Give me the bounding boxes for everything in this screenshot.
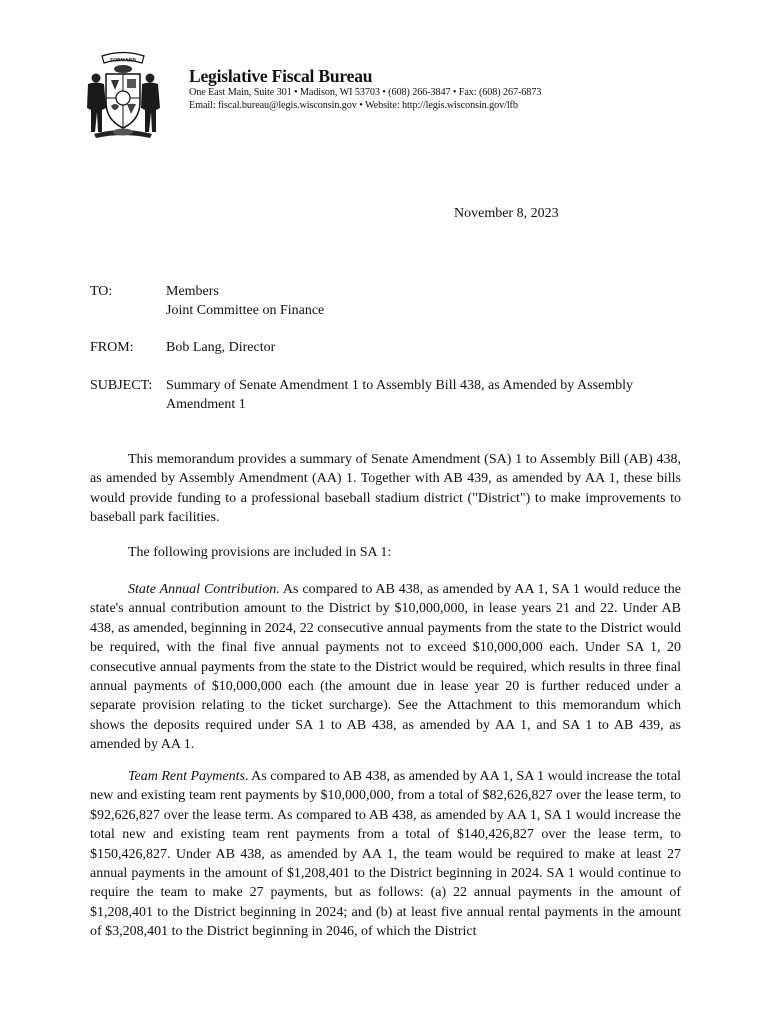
- state-contribution-text: As compared to AB 438, as amended by AA 1, SA 1 would reduce the state's annual contribution amount to the District by $10,000,000, in lease years 21 and 22. Under AB 438, as amended, beginning in 2024, 22 consecutive annual payments from the state to the District would be required, with the final five annual payments not to exceed $10,000,000 each. Under SA 1, 20 consecutive annual payments from the state to the District would be required, which results in three final annual payments of $10,000,000 each (the amount due in lease year 20 is further reduced under a separate provision relating to the ticket surcharge). See the Attachment to this memorandum which shows the deposits required under SA 1 to AB 438, as amended by AA 1, and SA 1 to AB 439, as amended by AA 1.: [90, 582, 681, 753]
- letterhead-contact: Email: fiscal.bureau@legis.wisconsin.gov • Website: http://legis.wisconsin.gov/lfb: [189, 100, 518, 111]
- to-line-1: Members: [166, 284, 219, 299]
- intro-text: This memorandum provides a summary of Senate Amendment (SA) 1 to Assembly Bill (AB) 438, as amended by Assembly Amendment (AA) 1. Together with AB 439, as amended by AA 1, these bills would provide funding to a professional baseball stadium district ("District") to make improvements to baseball park facilities.: [90, 452, 681, 526]
- memo-date: November 8, 2023: [454, 206, 559, 221]
- state-contribution-heading: State Annual Contribution.: [128, 582, 280, 597]
- wisconsin-seal-logo: [80, 50, 166, 140]
- letterhead-title: Legislative Fiscal Bureau: [189, 66, 373, 86]
- team-rent-heading: Team Rent Payments: [128, 769, 245, 784]
- team-rent-text: . As compared to AB 438, as amended by AA 1, SA 1 would increase the total new and existing team rent payments by $10,000,000, from a total of $82,626,827 over the lease term, to $92,626,827 over the lease term. As compared to AB 438, as amended by AA 1, SA 1 would increase the total new and existing team rent payments from a total of $140,426,827 over the lease term, to $150,426,827. Under AB 438, as amended by AA 1, the team would be required to make at least 27 annual payments in the amount of $1,208,401 to the District beginning in 2024. SA 1 would continue to require the team to make 27 payments, but as follows: (a) 22 annual payments in the amount of $1,208,401 to the District beginning in 2024; and (b) at least five annual rental payments in the amount of $3,208,401 to the District beginning in 2046, of which the District: [90, 769, 681, 940]
- intro-paragraph: [90, 450, 681, 528]
- to-label: TO:: [90, 284, 113, 299]
- team-rent-paragraph: [90, 767, 681, 942]
- to-line-2: Joint Committee on Finance: [166, 303, 325, 318]
- to-recipients: [166, 282, 682, 320]
- subject-value: Summary of Senate Amendment 1 to Assembly Bill 438, as Amended by Assembly Amendment 1: [166, 378, 634, 412]
- provisions-text: The following provisions are included in SA 1:: [128, 545, 392, 560]
- letterhead-address: One East Main, Suite 301 • Madison, WI 53703 • (608) 266-3847 • Fax: (608) 267-6873: [189, 87, 542, 98]
- from-value: Bob Lang, Director: [166, 340, 276, 355]
- letterhead: [189, 66, 541, 112]
- from-label: FROM:: [90, 340, 134, 355]
- subject-label: SUBJECT:: [90, 378, 153, 393]
- state-contribution-paragraph: [90, 580, 681, 755]
- provisions-paragraph: [90, 543, 681, 562]
- svg-text:FORWARD: FORWARD: [110, 58, 136, 64]
